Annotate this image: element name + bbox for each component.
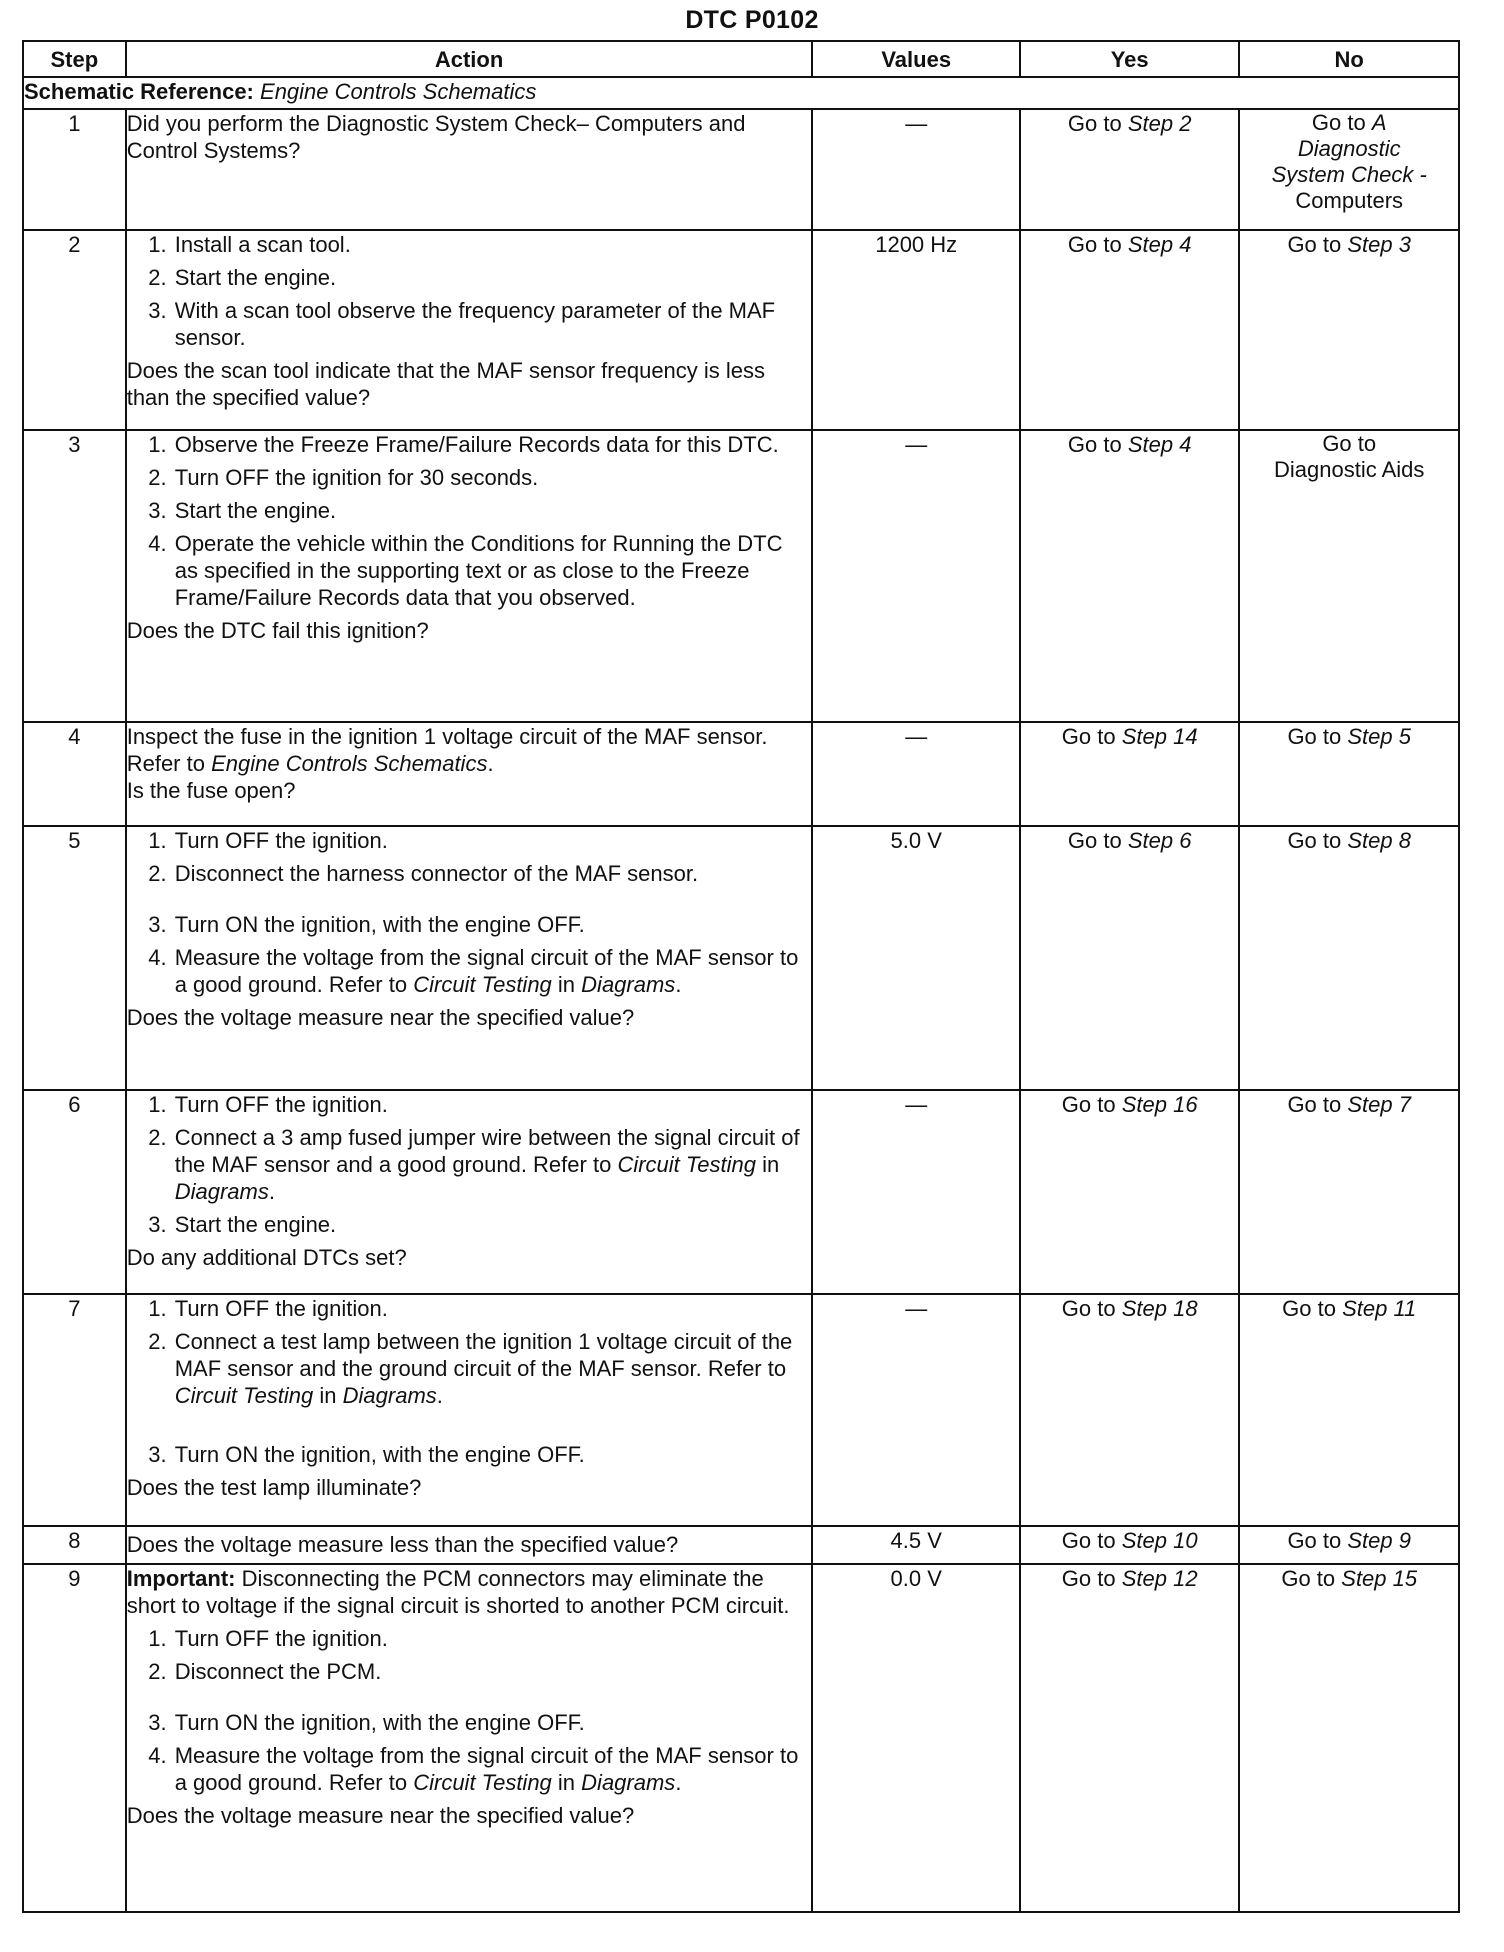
action-cell: [126, 230, 813, 430]
schematic-row: [23, 77, 1459, 109]
no-target-line: Computers: [1295, 188, 1404, 213]
table-row: [23, 1294, 1459, 1526]
action-cell: Inspect the fuse in the ignition 1 voltage circuit of the MAF sensor. Refer to Engine Controls Schematics. Is the fuse open?: [126, 722, 813, 826]
action-item-text: Measure the voltage from the signal circuit of the MAF sensor to a good ground. Refer to: [174, 1743, 799, 1795]
no-target: A: [1371, 110, 1387, 135]
action-item: 1. Turn OFF the ignition.: [173, 1091, 812, 1118]
action-item: 2. Connect a 3 amp fused jumper wire between the signal circuit of the MAF sensor and a good ground. Refer to Circuit Testing in Diagrams.: [173, 1124, 812, 1205]
goto-label: Go to: [1061, 1296, 1116, 1321]
action-item-text: Connect a 3 amp fused jumper wire between the signal circuit of the MAF sensor and a good ground. Refer to: [174, 1125, 800, 1177]
schematic-reference: Engine Controls Schematics: [260, 79, 537, 104]
action-reference: Diagrams: [342, 1383, 437, 1408]
goto-label: Go to: [1067, 111, 1122, 136]
yes-cell: [1020, 826, 1240, 1090]
yes-target: Step 6: [1127, 828, 1192, 853]
table-row: [23, 1090, 1459, 1294]
table-row: [23, 722, 1459, 826]
yes-cell: [1020, 722, 1240, 826]
step-number: 8: [23, 1526, 126, 1564]
yes-cell: [1020, 1294, 1240, 1526]
yes-cell: [1020, 109, 1240, 230]
header-no: No: [1239, 41, 1459, 77]
action-cell: [126, 1564, 813, 1912]
action-item: 3. Start the engine.: [173, 1211, 812, 1238]
action-item: 2. Turn OFF the ignition for 30 seconds.: [173, 464, 812, 491]
value-cell: 0.0 V: [812, 1564, 1019, 1912]
step-number: 3: [23, 430, 126, 722]
value-cell: 1200 Hz: [812, 230, 1019, 430]
action-item: 3. Turn ON the ignition, with the engine OFF.: [173, 1441, 812, 1468]
action-cell: [126, 1090, 813, 1294]
value-cell: —: [812, 722, 1019, 826]
step-number: 1: [23, 109, 126, 230]
action-cell: [126, 826, 813, 1090]
action-item: 2. Connect a test lamp between the ignition 1 voltage circuit of the MAF sensor and the ground circuit of the MAF sensor. Refer to Circuit Testing in Diagrams.: [173, 1328, 812, 1409]
action-reference: Diagrams: [581, 1770, 676, 1795]
goto-label: Go to: [1061, 1528, 1116, 1553]
step-number: 6: [23, 1090, 126, 1294]
action-cell: [126, 109, 813, 230]
no-cell: [1239, 1564, 1459, 1912]
action-item: 1. Turn OFF the ignition.: [173, 1625, 812, 1652]
yes-cell: [1020, 230, 1240, 430]
action-question: Does the scan tool indicate that the MAF sensor frequency is less than the specified value?: [126, 358, 766, 410]
no-target: Step 11: [1342, 1296, 1417, 1321]
reference-joiner: in: [762, 1152, 780, 1177]
action-item: 4. Measure the voltage from the signal circuit of the MAF sensor to a good ground. Refer to Circuit Testing in Diagrams.: [173, 944, 812, 998]
action-item: 3. Start the engine.: [173, 497, 812, 524]
no-cell: [1239, 109, 1459, 230]
yes-cell: [1020, 1090, 1240, 1294]
action-item: 2. Disconnect the harness connector of the MAF sensor.: [173, 860, 812, 887]
table-row: [23, 1526, 1459, 1564]
action-question-cont: – Computers and Control Systems?: [126, 111, 746, 163]
table-row: [23, 826, 1459, 1090]
page-title: DTC P0102: [685, 6, 819, 34]
step-number: 7: [23, 1294, 126, 1526]
goto-label: Go to: [1067, 232, 1122, 257]
action-item: 4. Measure the voltage from the signal circuit of the MAF sensor to a good ground. Refer to Circuit Testing in Diagrams.: [173, 1742, 812, 1796]
action-reference: Diagrams: [174, 1179, 269, 1204]
goto-label: Go to: [1287, 232, 1342, 257]
action-reference: Circuit Testing: [174, 1383, 314, 1408]
goto-label: Go to: [1061, 724, 1116, 749]
yes-target: Step 4: [1127, 432, 1192, 457]
reference-joiner: in: [557, 1770, 576, 1795]
yes-target: Step 10: [1121, 1528, 1198, 1553]
action-item-text: Connect a test lamp between the ignition 1 voltage circuit of the MAF sensor and the ground circuit of the MAF sensor. Refer to: [174, 1329, 793, 1381]
action-item: 1. Install a scan tool.: [173, 231, 812, 258]
no-cell: [1239, 1294, 1459, 1526]
table-row: [23, 230, 1459, 430]
action-item: 2. Start the engine.: [173, 264, 812, 291]
no-target: Step 9: [1347, 1528, 1411, 1553]
goto-label: Go to: [1287, 828, 1342, 853]
action-reference: Diagrams: [581, 972, 676, 997]
schematic-label: Schematic Reference:: [24, 79, 254, 104]
goto-label: Go to: [1311, 110, 1366, 135]
value-cell: —: [812, 109, 1019, 230]
action-reference: Circuit Testing: [413, 1770, 552, 1795]
value-cell: —: [812, 1090, 1019, 1294]
goto-label: Go to: [1061, 1092, 1116, 1117]
yes-target: Step 4: [1127, 232, 1192, 257]
action-item: 1. Observe the Freeze Frame/Failure Records data for this DTC.: [173, 431, 812, 458]
action-reference: Circuit Testing: [617, 1152, 757, 1177]
diagnostic-table: [22, 40, 1460, 1913]
value-cell: —: [812, 1294, 1019, 1526]
goto-label: Go to: [1322, 431, 1377, 456]
no-cell: [1239, 230, 1459, 430]
action-question: Does the voltage measure near the specified value?: [126, 1803, 635, 1828]
action-item: 3. With a scan tool observe the frequency parameter of the MAF sensor.: [173, 297, 812, 351]
goto-label: Go to: [1281, 1566, 1336, 1591]
step-number: 9: [23, 1564, 126, 1912]
action-cell: [126, 1526, 813, 1564]
action-item: 1. Turn OFF the ignition.: [173, 1295, 812, 1322]
action-item-text: Measure the voltage from the signal circuit of the MAF sensor to a good ground. Refer to: [174, 945, 799, 997]
header-step: Step: [23, 41, 126, 77]
goto-label: Go to: [1061, 1566, 1116, 1591]
value-cell: 5.0 V: [812, 826, 1019, 1090]
yes-target: Step 14: [1121, 724, 1198, 749]
table-row: [23, 430, 1459, 722]
header-values: Values: [812, 41, 1019, 77]
important-label: Important:: [126, 1566, 236, 1591]
yes-cell: [1020, 1526, 1240, 1564]
goto-label: Go to: [1282, 1296, 1336, 1321]
no-target: Step 8: [1347, 828, 1411, 853]
reference-joiner: in: [319, 1383, 337, 1408]
no-target: Step 5: [1347, 724, 1411, 749]
yes-target: Step 18: [1121, 1296, 1198, 1321]
no-target: Diagnostic Aids: [1274, 457, 1425, 482]
action-reference: Engine Controls Schematics: [211, 751, 488, 776]
step-number: 5: [23, 826, 126, 1090]
reference-joiner: in: [557, 972, 576, 997]
action-question: Is the fuse open?: [126, 778, 296, 803]
no-target: Step 15: [1341, 1566, 1418, 1591]
header-yes: Yes: [1020, 41, 1240, 77]
no-cell: [1239, 722, 1459, 826]
action-question: Does the DTC fail this ignition?: [126, 618, 429, 643]
header-action: Action: [126, 41, 813, 77]
value-cell: 4.5 V: [812, 1526, 1019, 1564]
step-number: 4: [23, 722, 126, 826]
action-reference: Circuit Testing: [413, 972, 552, 997]
action-question: Did you perform the Diagnostic System Check: [126, 111, 577, 136]
action-question: Does the voltage measure less than the specified value?: [126, 1532, 679, 1557]
no-target: Step 7: [1347, 1092, 1411, 1117]
action-item: 3. Turn ON the ignition, with the engine OFF.: [173, 1709, 812, 1736]
no-cell: [1239, 430, 1459, 722]
action-cell: [126, 1294, 813, 1526]
goto-label: Go to: [1067, 432, 1122, 457]
action-text: Inspect the fuse in the ignition 1 voltage circuit of the MAF sensor. Refer to: [126, 724, 768, 776]
value-cell: —: [812, 430, 1019, 722]
no-target: Step 3: [1347, 232, 1411, 257]
no-cell: [1239, 1090, 1459, 1294]
action-cell: [126, 430, 813, 722]
no-target-line: Diagnostic: [1297, 136, 1401, 161]
table-row: [23, 1564, 1459, 1912]
yes-target: Step 2: [1127, 111, 1192, 136]
goto-label: Go to: [1287, 1528, 1342, 1553]
action-item: 3. Turn ON the ignition, with the engine OFF.: [173, 911, 812, 938]
goto-label: Go to: [1287, 1092, 1342, 1117]
yes-target: Step 16: [1121, 1092, 1198, 1117]
no-cell: [1239, 1526, 1459, 1564]
action-item: 4. Operate the vehicle within the Conditions for Running the DTC as specified in the supporting text or as close to the Freeze Frame/Failure Records data that you observed.: [173, 530, 812, 611]
no-cell: [1239, 826, 1459, 1090]
goto-label: Go to: [1287, 724, 1342, 749]
yes-target: Step 12: [1121, 1566, 1198, 1591]
goto-label: Go to: [1067, 828, 1122, 853]
yes-cell: [1020, 430, 1240, 722]
yes-cell: [1020, 1564, 1240, 1912]
important-text: Disconnecting the PCM connectors may eliminate the short to voltage if the signal circuit is shorted to another PCM circuit.: [126, 1566, 790, 1618]
action-question: Does the test lamp illuminate?: [126, 1475, 422, 1500]
header-row: [23, 41, 1459, 77]
action-item: 2. Disconnect the PCM.: [173, 1658, 812, 1685]
step-number: 2: [23, 230, 126, 430]
action-question: Do any additional DTCs set?: [126, 1245, 407, 1270]
table-row: [23, 109, 1459, 230]
action-question: Does the voltage measure near the specified value?: [126, 1005, 635, 1030]
action-item: 1. Turn OFF the ignition.: [173, 827, 812, 854]
no-target-line: System Check -: [1271, 162, 1427, 187]
